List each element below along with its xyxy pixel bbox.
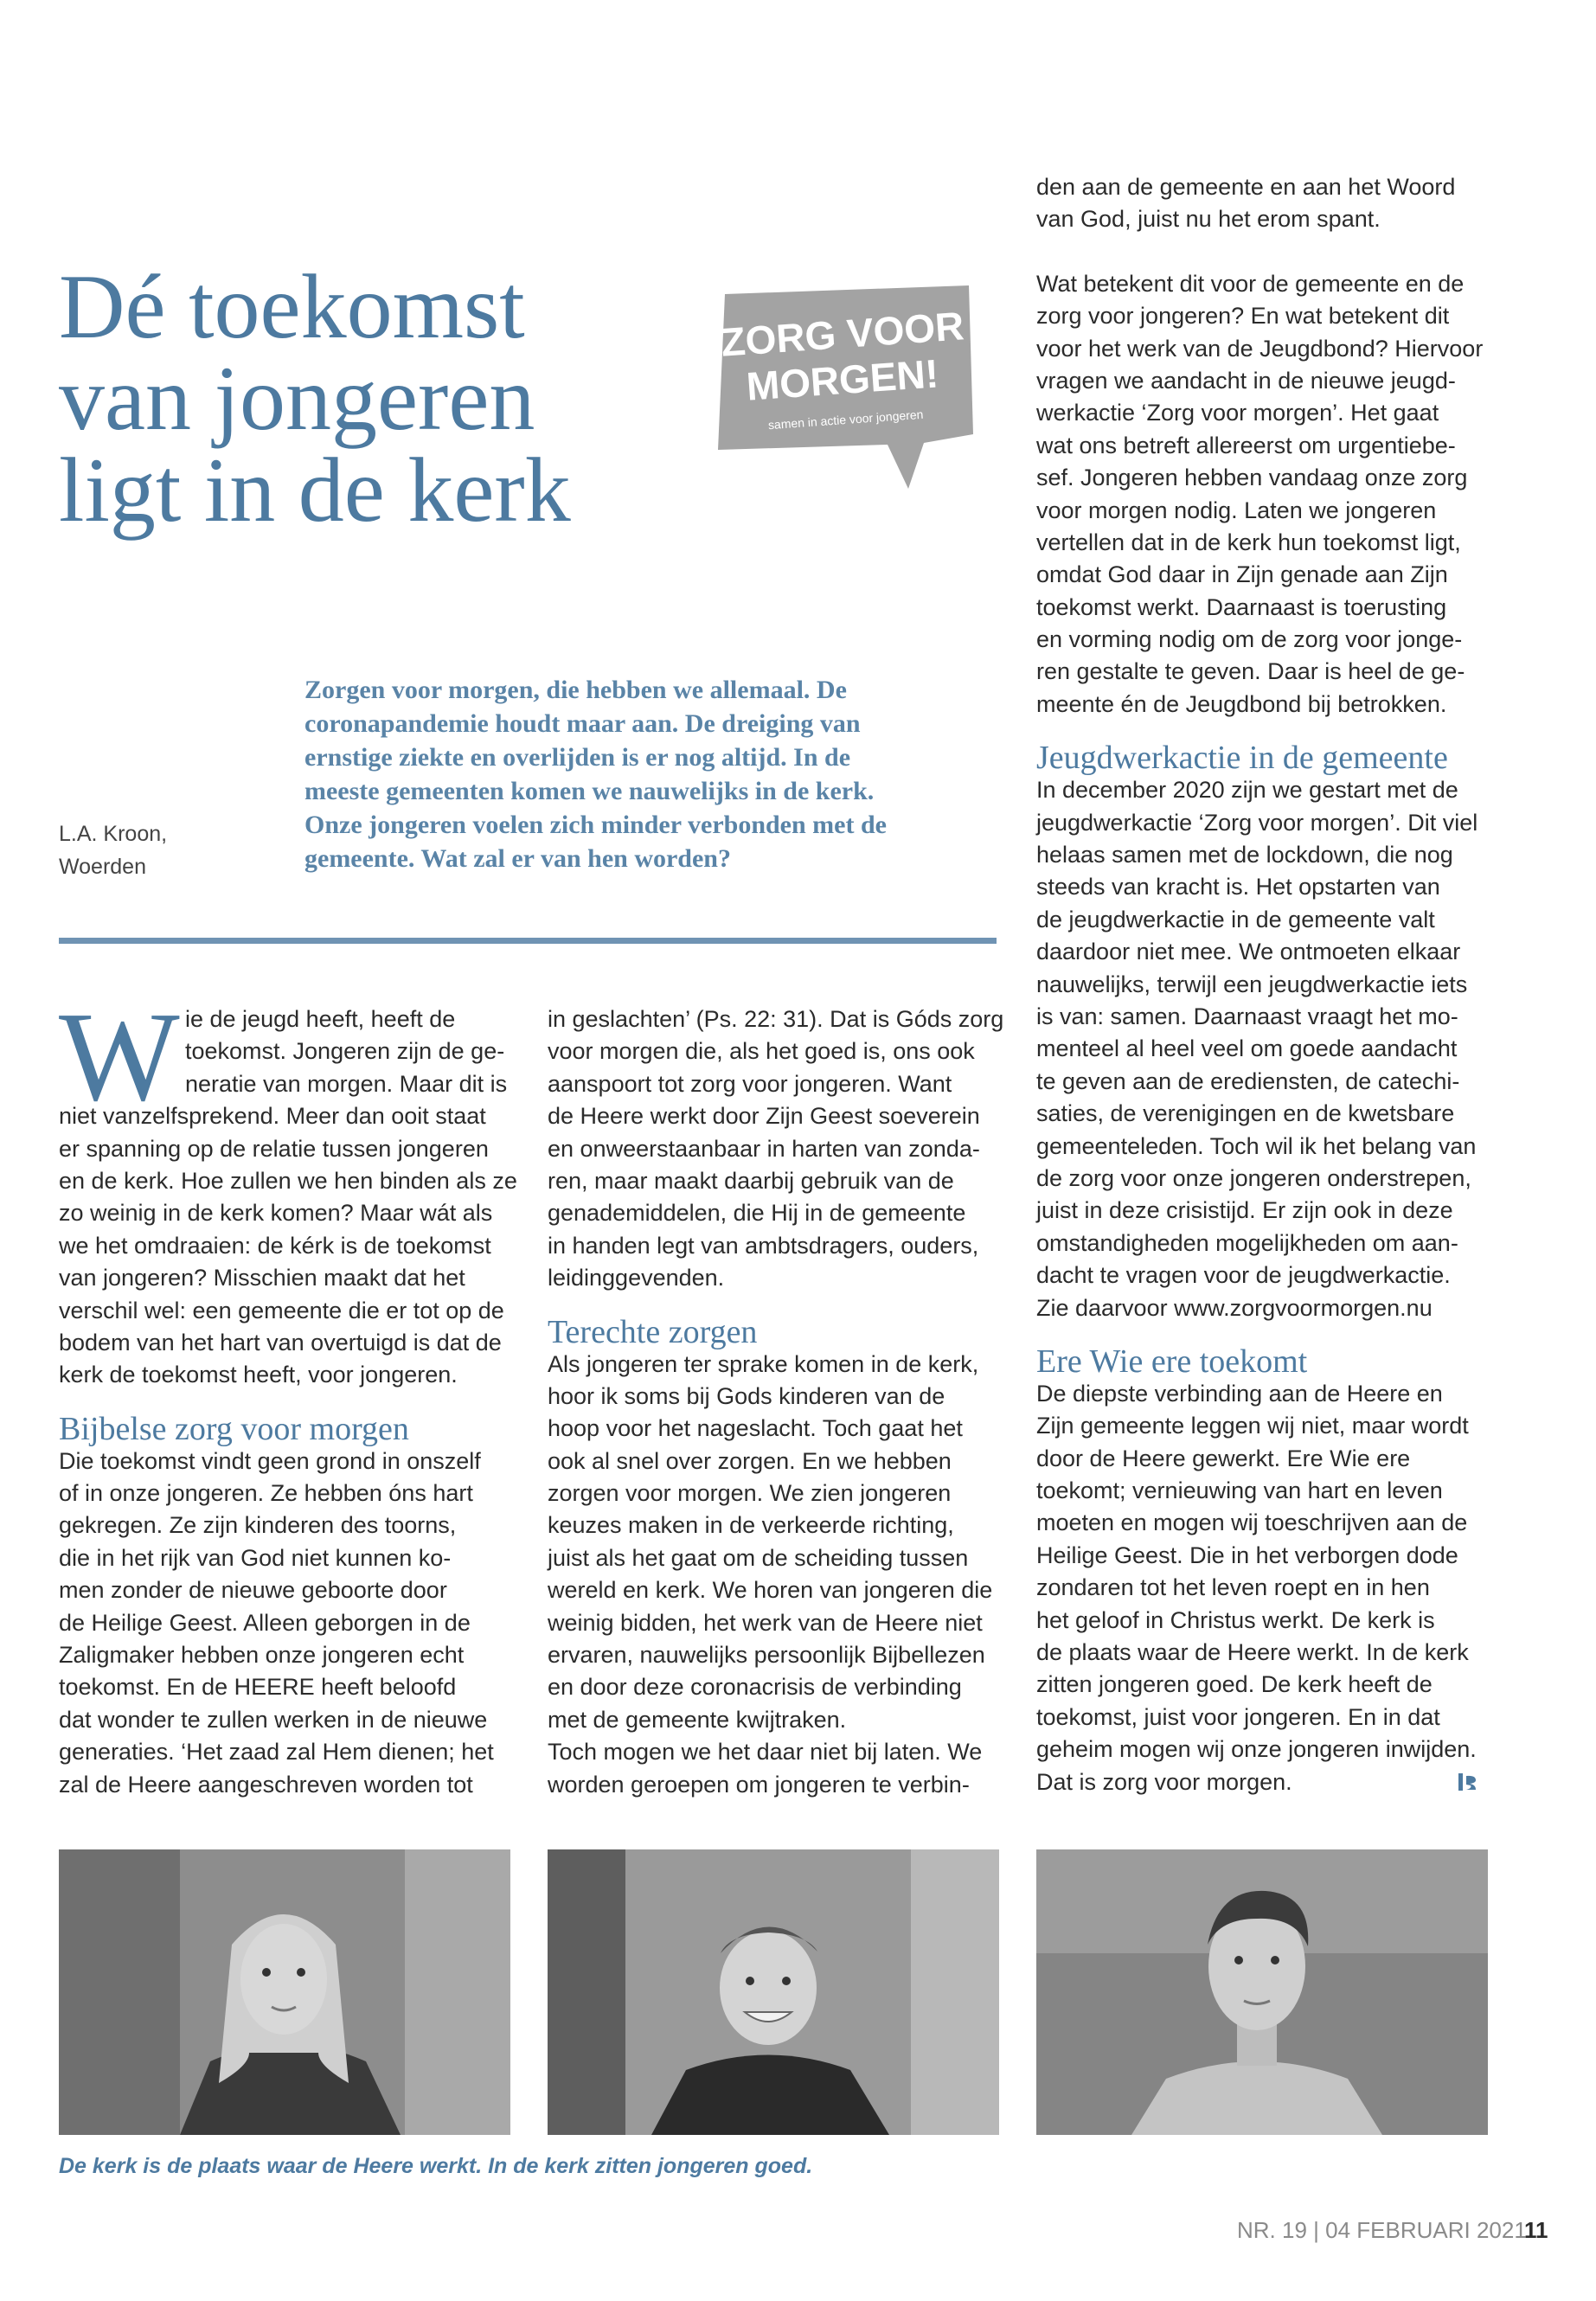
text-line: steeds van kracht is. Het opstarten van xyxy=(1036,874,1440,901)
text-line: generaties. ‘Het zaad zal Hem dienen; het xyxy=(59,1739,494,1766)
text-line: genademiddelen, die Hij in de gemeente xyxy=(548,1200,966,1227)
text-line: zitten jongeren goed. De kerk heeft de xyxy=(1036,1671,1433,1698)
text-line: zondaren tot het leven roept en in hen xyxy=(1036,1574,1430,1601)
text-line: saties, de verenigingen en de kwetsbare xyxy=(1036,1100,1455,1127)
text-line: de plaats waar de Heere werkt. In de kerk xyxy=(1036,1639,1469,1666)
text-line: omstandigheden mogelijkheden om aan- xyxy=(1036,1229,1458,1256)
text-line: menteel al heel veel om goede aandacht xyxy=(1036,1035,1458,1062)
page-number: 11 xyxy=(1524,2217,1548,2243)
text-line: weinig bidden, het werk van de Heere niet xyxy=(548,1609,983,1636)
text-line: toekomt; vernieuwing van hart en leven xyxy=(1036,1477,1443,1504)
photo-girl xyxy=(59,1849,510,2135)
text-line: de Heere werkt door Zijn Geest soeverein xyxy=(548,1103,980,1130)
text-line: gemeenteleden. Toch wil ik het belang van xyxy=(1036,1132,1477,1159)
text-line: helaas samen met de lockdown, die nog xyxy=(1036,842,1453,868)
intro-line: coronapandemie houdt maar aan. De dreiging van xyxy=(304,709,861,738)
article-end-mark-icon xyxy=(1458,1773,1479,1792)
text-line: is van: samen. Daarnaast vraagt het mo- xyxy=(1036,1003,1458,1029)
text-line: bodem van het hart van overtuigd is dat de xyxy=(59,1329,502,1356)
text-line: dacht te vragen voor de jeugdwerkactie. xyxy=(1036,1262,1451,1289)
text-line: voor morgen die, als het goed is, ons ook xyxy=(548,1038,975,1065)
text-line: ook al snel over zorgen. En we hebben xyxy=(548,1447,952,1474)
photo-young-man xyxy=(1036,1849,1488,2135)
intro-line: gemeente. Wat zal er van hen worden? xyxy=(304,844,731,873)
text-line: toekomst, juist voor jongeren. En in dat xyxy=(1036,1703,1440,1730)
text-line: juist in deze crisistijd. Er zijn ook in deze xyxy=(1036,1197,1453,1224)
text-line: ervaren, nauwelijks persoonlijk Bijbellezen xyxy=(548,1642,985,1669)
text-line: Als jongeren ter sprake komen in de kerk, xyxy=(548,1350,979,1377)
article-title xyxy=(59,256,716,541)
issue-info: NR. 19 | 04 FEBRUARI 2021 xyxy=(1237,2217,1527,2243)
author-name: L.A. Kroon, xyxy=(59,822,168,846)
spacer xyxy=(1036,1324,1503,1345)
text-line: vragen we aandacht in de nieuwe jeugd- xyxy=(1036,367,1456,394)
intro-line: meeste gemeenten komen we nauwelijks in de kerk. xyxy=(304,777,875,805)
text-line: van God, juist nu het erom spant. xyxy=(1036,206,1381,233)
text-line: er spanning op de relatie tussen jongeren xyxy=(59,1135,489,1162)
text-line: zo weinig in de kerk komen? Maar wát als xyxy=(59,1200,493,1227)
text-line: toekomst werkt. Daarnaast is toerusting xyxy=(1036,593,1447,620)
text-line: door de Heere gewerkt. Ere Wie ere xyxy=(1036,1445,1411,1471)
column-2 xyxy=(548,1003,1015,1801)
text-line: wat ons betreft allereerst om urgentiebe- xyxy=(1036,432,1456,458)
column-1 xyxy=(59,986,517,1801)
spacer xyxy=(1036,236,1503,268)
spacer xyxy=(59,1392,517,1413)
photo-boy xyxy=(548,1849,999,2135)
text-line: hoop voor het nageslacht. Toch gaat het xyxy=(548,1415,963,1442)
text-line: ie de jeugd heeft, heeft de xyxy=(185,1006,456,1032)
text-line: sef. Jongeren hebben vandaag onze zorg xyxy=(1036,465,1468,491)
section-divider xyxy=(59,938,997,944)
text-line: Zie daarvoor www.zorgvoormorgen.nu xyxy=(1036,1294,1433,1321)
text-line: we het omdraaien: de kérk is de toekomst xyxy=(59,1232,491,1259)
text-line: dat wonder te zullen werken in de nieuwe xyxy=(59,1706,488,1733)
text-line: ren, maar maakt daarbij gebruik van de xyxy=(548,1167,954,1194)
photo-girl-illustration xyxy=(59,1849,510,2135)
byline xyxy=(59,817,258,883)
text-line: moeten en mogen wij toeschrijven aan de xyxy=(1036,1509,1468,1536)
text-line: juist als het gaat om de scheiding tussen xyxy=(548,1544,969,1571)
zorg-voor-morgen-logo xyxy=(718,285,977,493)
text-line: en door deze coronacrisis de verbinding xyxy=(548,1674,962,1701)
text-line: nauwelijks, terwijl een jeugdwerkactie iets xyxy=(1036,971,1468,997)
section-heading-jeugdwerkactie: Jeugdwerkactie in de gemeente xyxy=(1036,740,1448,777)
text-line: Dat is zorg voor morgen. xyxy=(1036,1768,1292,1795)
text-line: De diepste verbinding aan de Heere en xyxy=(1036,1380,1443,1407)
text-line: toekomst. En de HEERE heeft beloofd xyxy=(59,1674,457,1701)
text-line: men zonder de nieuwe geboorte door xyxy=(59,1577,447,1604)
text-line: Die toekomst vindt geen grond in onszelf xyxy=(59,1447,481,1474)
text-line: geheim mogen wij onze jongeren inwijden. xyxy=(1036,1736,1477,1763)
photo-young-man-illustration xyxy=(1036,1849,1488,2135)
title-line: van jongeren xyxy=(59,348,535,449)
text-line: leidinggevenden. xyxy=(548,1265,725,1292)
text-line: Heilige Geest. Die in het verborgen dode xyxy=(1036,1541,1458,1568)
text-line: omdat God daar in Zijn genade aan Zijn xyxy=(1036,561,1448,588)
text-line: werkactie ‘Zorg voor morgen’. Het gaat xyxy=(1036,400,1439,426)
spacer xyxy=(1036,721,1503,741)
drop-cap: W xyxy=(59,986,180,1128)
intro-line: Zorgen voor morgen, die hebben we allemaal. De xyxy=(304,676,847,704)
text-line: voor het werk van de Jeugdbond? Hiervoor xyxy=(1036,335,1484,362)
intro-paragraph xyxy=(304,673,1005,875)
text-line: die in het rijk van God niet kunnen ko- xyxy=(59,1544,452,1571)
intro-line: ernstige ziekte en overlijden is er nog altijd. In de xyxy=(304,743,851,772)
text-line: jeugdwerkactie ‘Zorg voor morgen’. Dit viel xyxy=(1036,809,1478,836)
text-line: hoor ik soms bij Gods kinderen van de xyxy=(548,1382,945,1409)
photo-caption: De kerk is de plaats waar de Heere werkt. In de kerk zitten jongeren goed. xyxy=(59,2154,813,2178)
text-line: neratie van morgen. Maar dit is xyxy=(185,1070,508,1097)
title-line: ligt in de kerk xyxy=(59,439,571,541)
text-line: worden geroepen om jongeren te verbin- xyxy=(548,1771,970,1798)
text-line: gekregen. Ze zijn kinderen des toorns, xyxy=(59,1512,457,1539)
text-line: en de kerk. Hoe zullen we hen binden als ze xyxy=(59,1167,517,1194)
text-line: het geloof in Christus werkt. De kerk is xyxy=(1036,1606,1435,1633)
text-line: Wat betekent dit voor de gemeente en de xyxy=(1036,270,1465,297)
text-line: te geven aan de erediensten, de catechi- xyxy=(1036,1067,1460,1094)
text-line: van jongeren? Misschien maakt dat het xyxy=(59,1265,465,1292)
text-line: daardoor niet mee. We ontmoeten elkaar xyxy=(1036,939,1461,965)
text-line: ren gestalte te geven. Daar is heel de ge- xyxy=(1036,658,1465,685)
text-line: meente én de Jeugdbond bij betrokken. xyxy=(1036,690,1447,717)
text-line: kerk de toekomst heeft, voor jongeren. xyxy=(59,1362,458,1388)
text-line: toekomst. Jongeren zijn de ge- xyxy=(185,1038,505,1065)
text-line: den aan de gemeente en aan het Woord xyxy=(1036,174,1456,200)
text-line: zorgen voor morgen. We zien jongeren xyxy=(548,1480,952,1507)
text-line: verschil wel: een gemeente die er tot op de xyxy=(59,1297,504,1324)
text-line: de jeugdwerkactie in de gemeente valt xyxy=(1036,906,1435,933)
section-heading-ere-wie-ere-toekomt: Ere Wie ere toekomt xyxy=(1036,1343,1308,1380)
text-line: Toch mogen we het daar niet bij laten. We xyxy=(548,1739,983,1766)
text-line: in handen legt van ambtsdragers, ouders, xyxy=(548,1232,979,1259)
opening-paragraph xyxy=(59,986,517,1392)
text-line: voor morgen nodig. Laten we jongeren xyxy=(1036,497,1437,523)
section-heading-bijbelse-zorg: Bijbelse zorg voor morgen xyxy=(59,1410,409,1447)
text-line: zorg voor jongeren? En wat betekent dit xyxy=(1036,303,1450,330)
text-line: aanspoort tot zorg voor jongeren. Want xyxy=(548,1070,952,1097)
author-location: Woerden xyxy=(59,855,146,879)
text-line: Zijn gemeente leggen wij niet, maar wordt xyxy=(1036,1413,1469,1439)
text-line: de Heilige Geest. Alleen geborgen in de xyxy=(59,1609,471,1636)
text-line: In december 2020 zijn we gestart met de xyxy=(1036,777,1458,804)
last-line-wrapper xyxy=(1036,1766,1503,1798)
text-line: de zorg voor onze jongeren onderstrepen, xyxy=(1036,1164,1471,1191)
text-line: niet vanzelfsprekend. Meer dan ooit staat xyxy=(59,1103,486,1130)
section-heading-terechte-zorgen: Terechte zorgen xyxy=(548,1313,758,1350)
text-line: wereld en kerk. We horen van jongeren die xyxy=(548,1577,993,1604)
logo-line-2: MORGEN! xyxy=(745,350,940,409)
title-line: Dé toekomst xyxy=(59,256,525,357)
text-line: en onweerstaanbaar in harten van zonda- xyxy=(548,1135,980,1162)
column-3 xyxy=(1036,171,1503,1798)
text-line: vertellen dat in de kerk hun toekomst ligt, xyxy=(1036,529,1461,555)
text-line: keuzes maken in de verkeerde richting, xyxy=(548,1512,954,1539)
logo-line-1: ZORG VOOR xyxy=(719,303,965,365)
photo-boy-illustration xyxy=(548,1849,999,2135)
text-line: zal de Heere aangeschreven worden tot xyxy=(59,1771,473,1798)
text-line: met de gemeente kwijtraken. xyxy=(548,1706,847,1733)
text-line: in geslachten’ (Ps. 22: 31). Dat is Góds zorg xyxy=(548,1006,1004,1032)
intro-line: Onze jongeren voelen zich minder verbonden met de xyxy=(304,811,887,839)
text-line: Zaligmaker hebben onze jongeren echt xyxy=(59,1642,465,1669)
text-line: en vorming nodig om de zorg voor jonge- xyxy=(1036,626,1463,653)
logo-tagline: samen in actie voor jongeren xyxy=(767,407,924,433)
text-line: of in onze jongeren. Ze hebben óns hart xyxy=(59,1480,473,1507)
spacer xyxy=(548,1295,1015,1316)
